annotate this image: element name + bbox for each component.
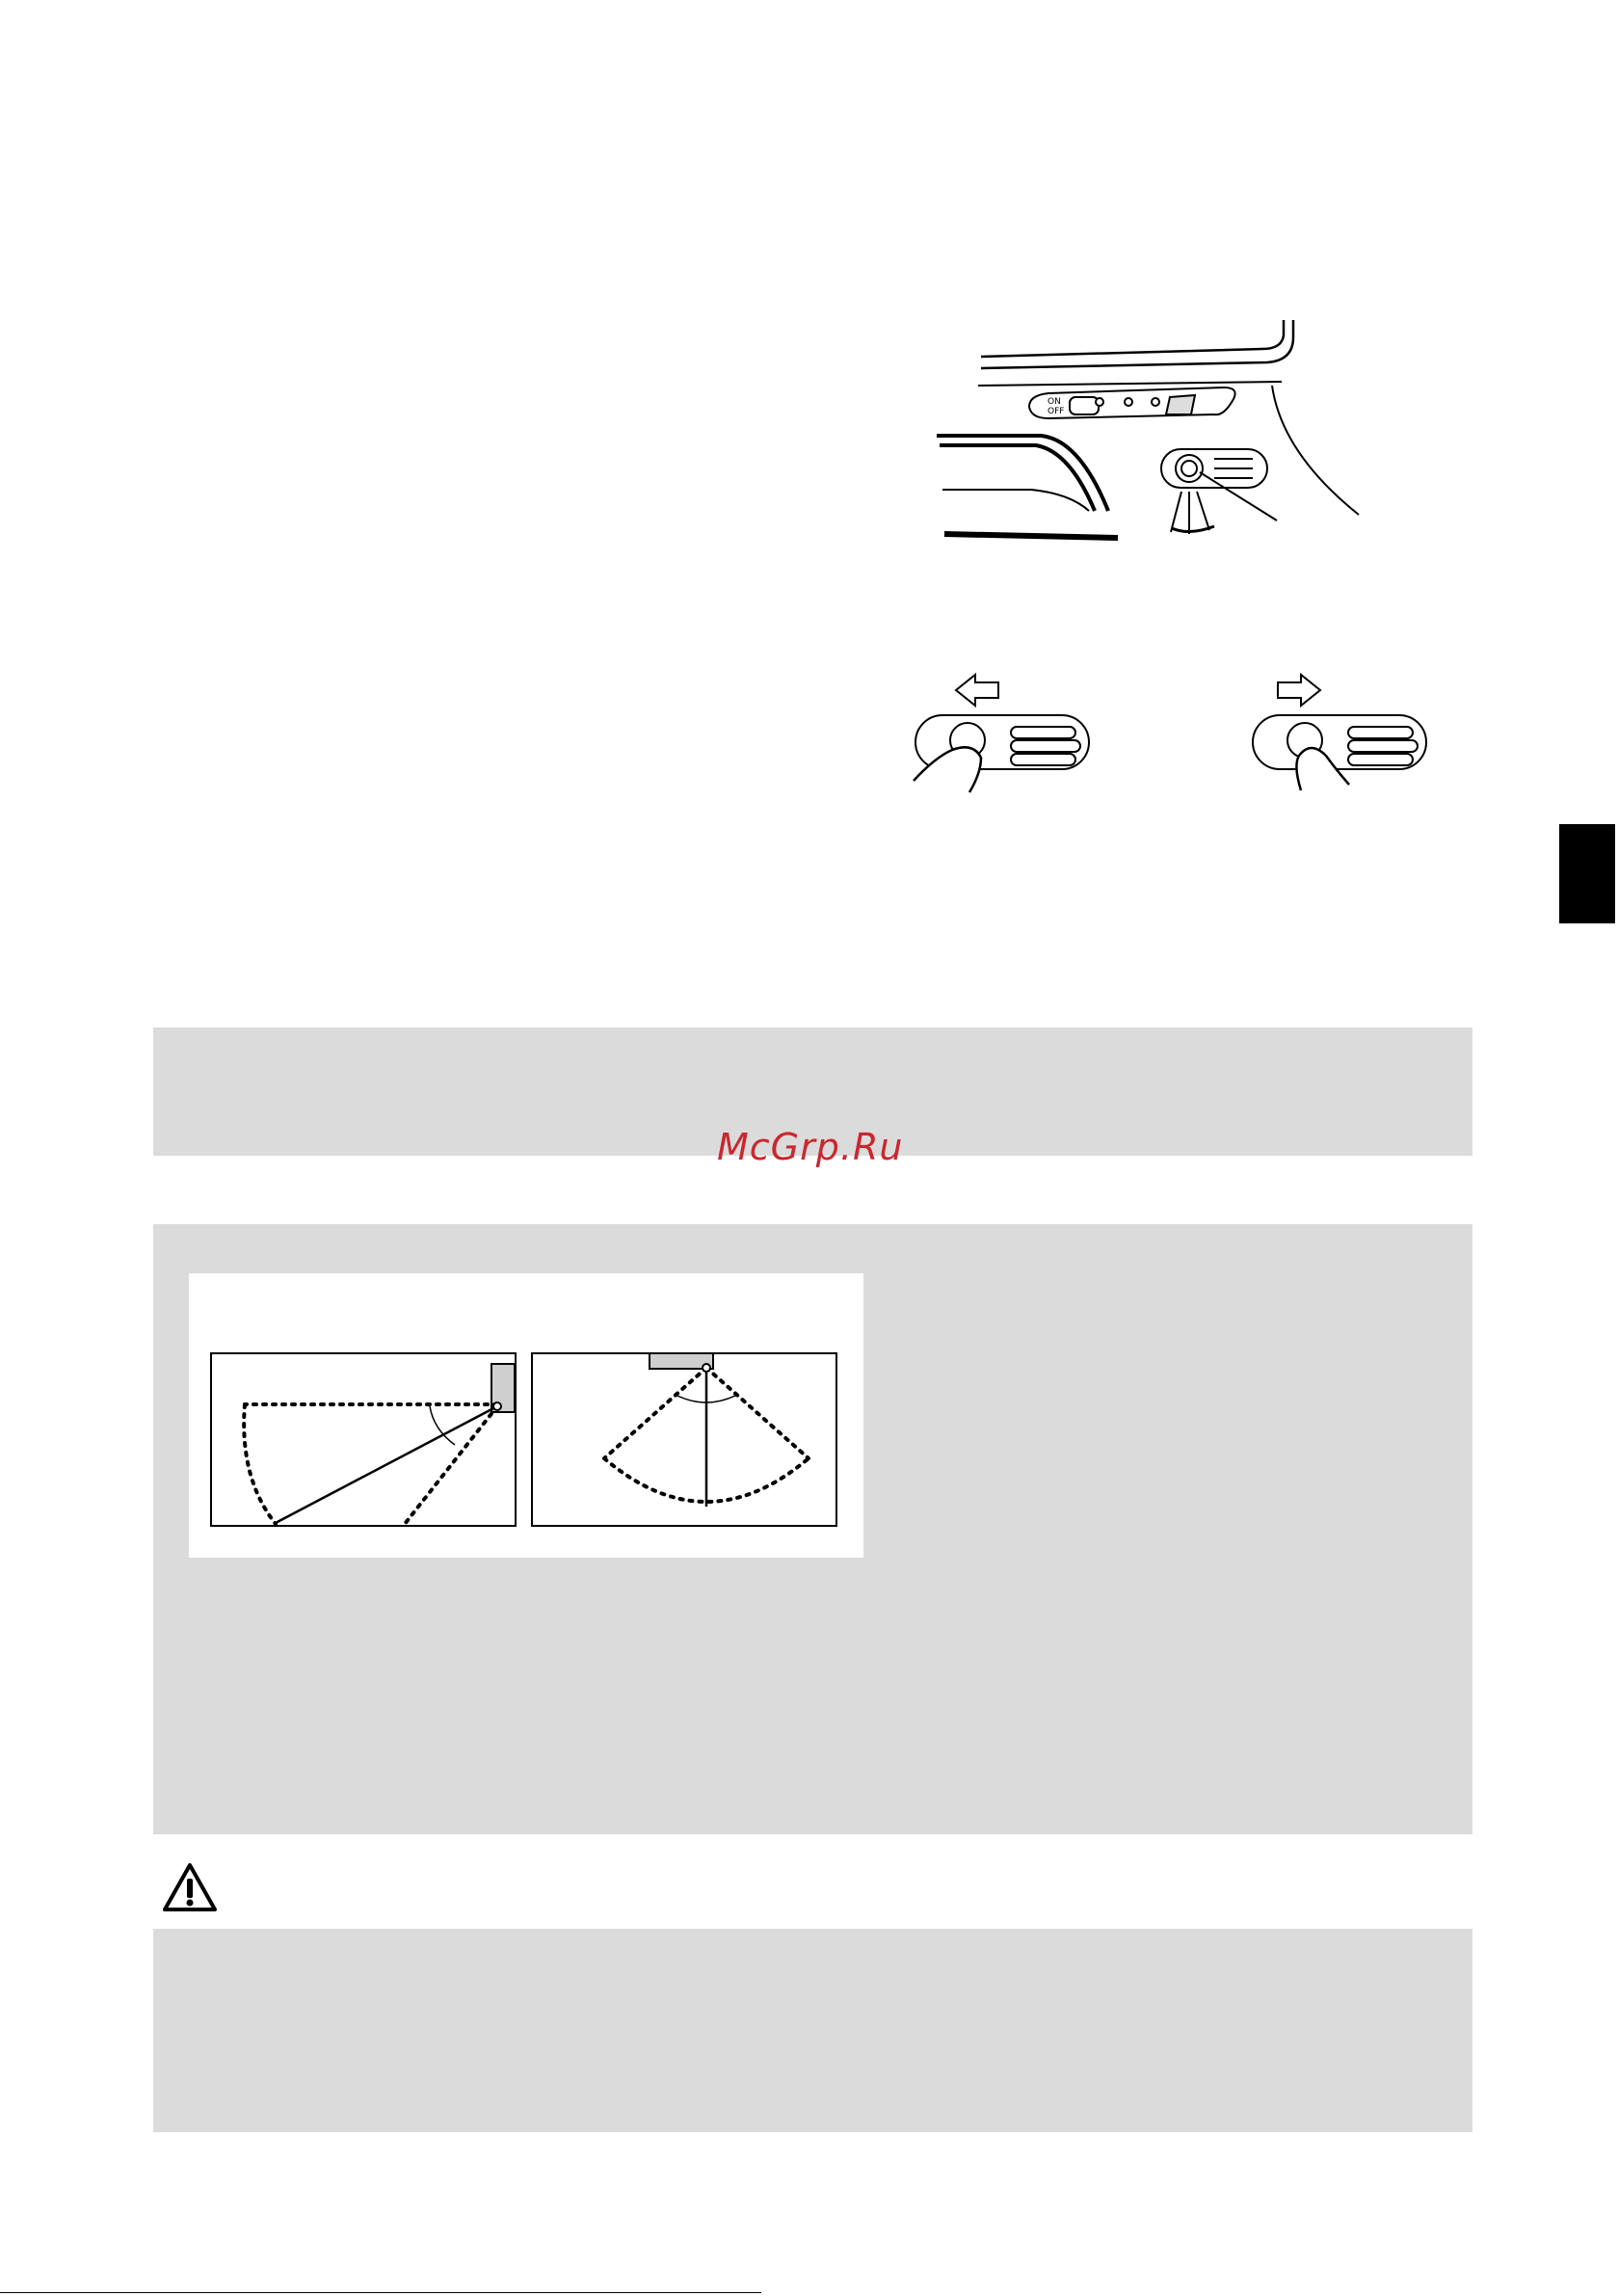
remote-range-panel — [153, 1224, 1472, 1834]
remote-side-view-diagram — [210, 1352, 517, 1528]
footer-rule — [0, 2292, 761, 2293]
section-tab — [1559, 824, 1615, 923]
arrow-right-icon — [1278, 675, 1320, 706]
warning-triangle-icon — [161, 1861, 219, 1913]
switch-off-label: OFF — [1048, 407, 1065, 416]
caution-panel — [153, 1929, 1472, 2132]
device-side-illustration — [935, 318, 1388, 569]
watermark: McGrp.Ru — [717, 1126, 904, 1168]
knob-left-illustration — [906, 665, 1099, 800]
arrow-left-icon — [956, 675, 998, 706]
remote-top-view-diagram — [531, 1352, 837, 1528]
knob-right-illustration — [1243, 665, 1436, 800]
switch-on-label: ON — [1048, 397, 1061, 407]
remote-range-diagram-box — [189, 1273, 863, 1558]
